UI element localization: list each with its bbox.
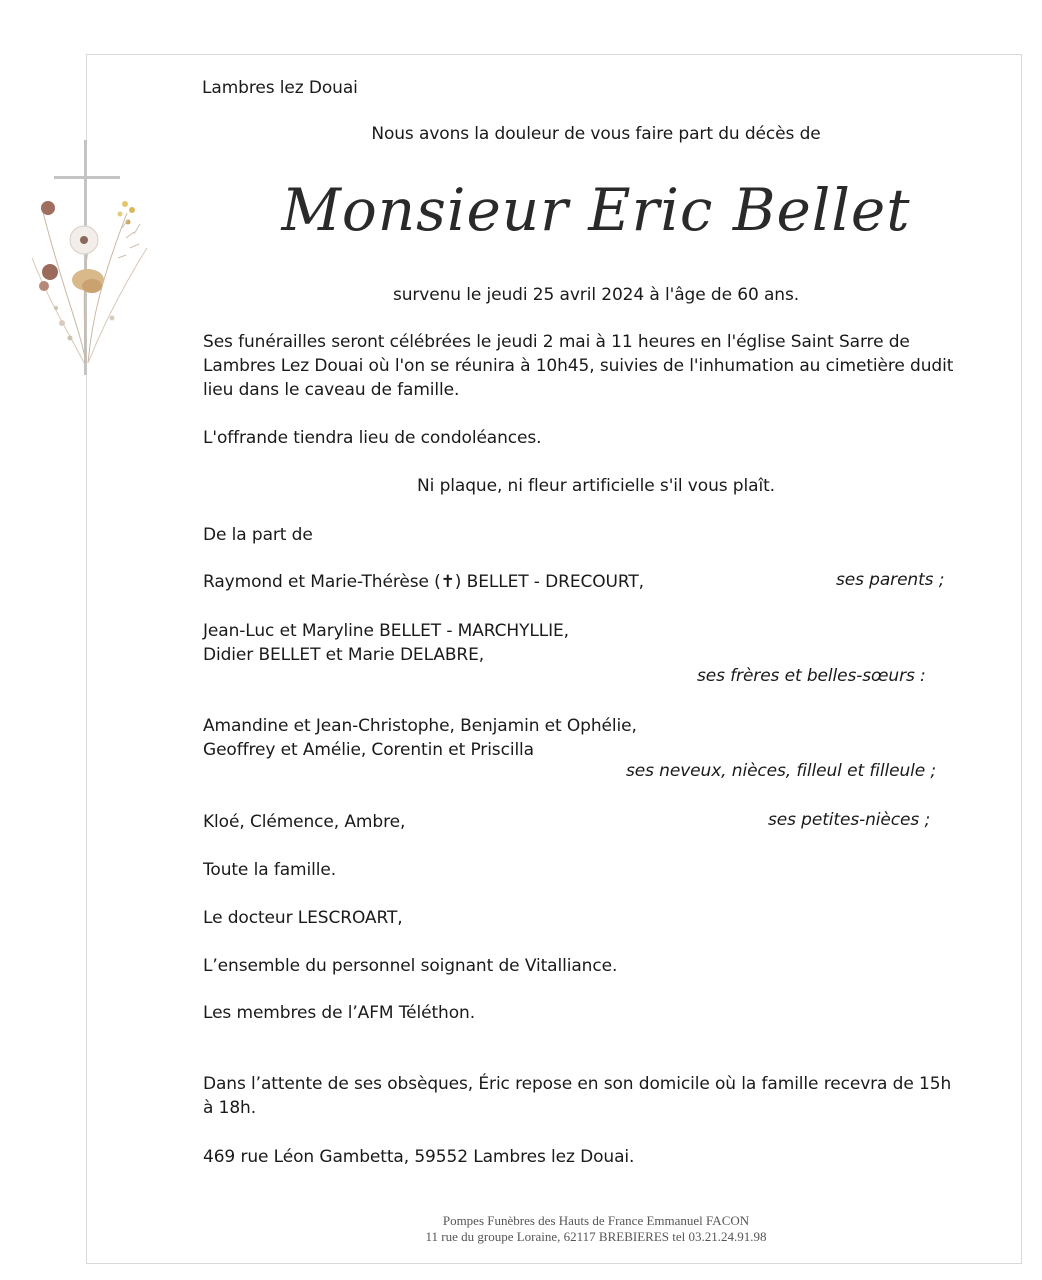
funeral-line-1: Ses funérailles seront célébrées le jeudi 2 mai à 11 heures en l'église Saint Sarre de <box>203 332 910 352</box>
whole-family-line: Toute la famille. <box>203 860 337 880</box>
rest-line-1: Dans l’attente de ses obsèques, Éric repose en son domicile où la famille recevra de 15h <box>203 1074 952 1094</box>
siblings-line-1: Jean-Luc et Maryline BELLET - MARCHYLLIE, <box>203 621 569 641</box>
afm-line: Les membres de l’AFM Téléthon. <box>203 1003 476 1023</box>
address-line: 469 rue Léon Gambetta, 59552 Lambres lez Douai. <box>203 1147 635 1167</box>
from-label: De la part de <box>203 525 313 545</box>
intro-line: Nous avons la douleur de vous faire part du décès de <box>371 124 821 144</box>
parents-names: Raymond et Marie-Thérèse (✝) BELLET - DRECOURT, <box>203 572 644 592</box>
rest-line-2: à 18h. <box>203 1098 257 1118</box>
staff-line: L’ensemble du personnel soignant de Vitalliance. <box>203 956 618 976</box>
parents-role: ses parents ; <box>836 570 945 590</box>
nephews-line-1: Amandine et Jean-Christophe, Benjamin et Ophélie, <box>203 716 637 736</box>
place-header: Lambres lez Douai <box>202 78 358 98</box>
siblings-role: ses frères et belles-sœurs : <box>697 666 926 686</box>
grandnieces-role: ses petites-nièces ; <box>768 810 931 830</box>
nephews-line-2: Geoffrey et Amélie, Corentin et Priscilla <box>203 740 535 760</box>
offering-line: L'offrande tiendra lieu de condoléances. <box>203 428 542 448</box>
doctor-line: Le docteur LESCROART, <box>203 908 403 928</box>
footer-line-1: Pompes Funèbres des Hauts de France Emmanuel FACON <box>442 1213 750 1228</box>
footer-line-2: 11 rue du groupe Loraine, 62117 BREBIERES tel 03.21.24.91.98 <box>425 1229 767 1244</box>
funeral-line-2: Lambres Lez Douai où l'on se réunira à 10h45, suivies de l'inhumation au cimetière dudit <box>203 356 954 376</box>
date-line: survenu le jeudi 25 avril 2024 à l'âge de 60 ans. <box>392 285 800 305</box>
funeral-line-3: lieu dans le caveau de famille. <box>203 380 460 400</box>
deceased-name: Monsieur Eric Bellet <box>281 176 911 244</box>
nephews-role: ses neveux, nièces, filleul et filleule ; <box>626 761 937 781</box>
no-flowers-line: Ni plaque, ni fleur artificielle s'il vous plaît. <box>417 476 775 496</box>
siblings-line-2: Didier BELLET et Marie DELABRE, <box>203 645 485 665</box>
grandnieces-names: Kloé, Clémence, Ambre, <box>203 812 406 832</box>
